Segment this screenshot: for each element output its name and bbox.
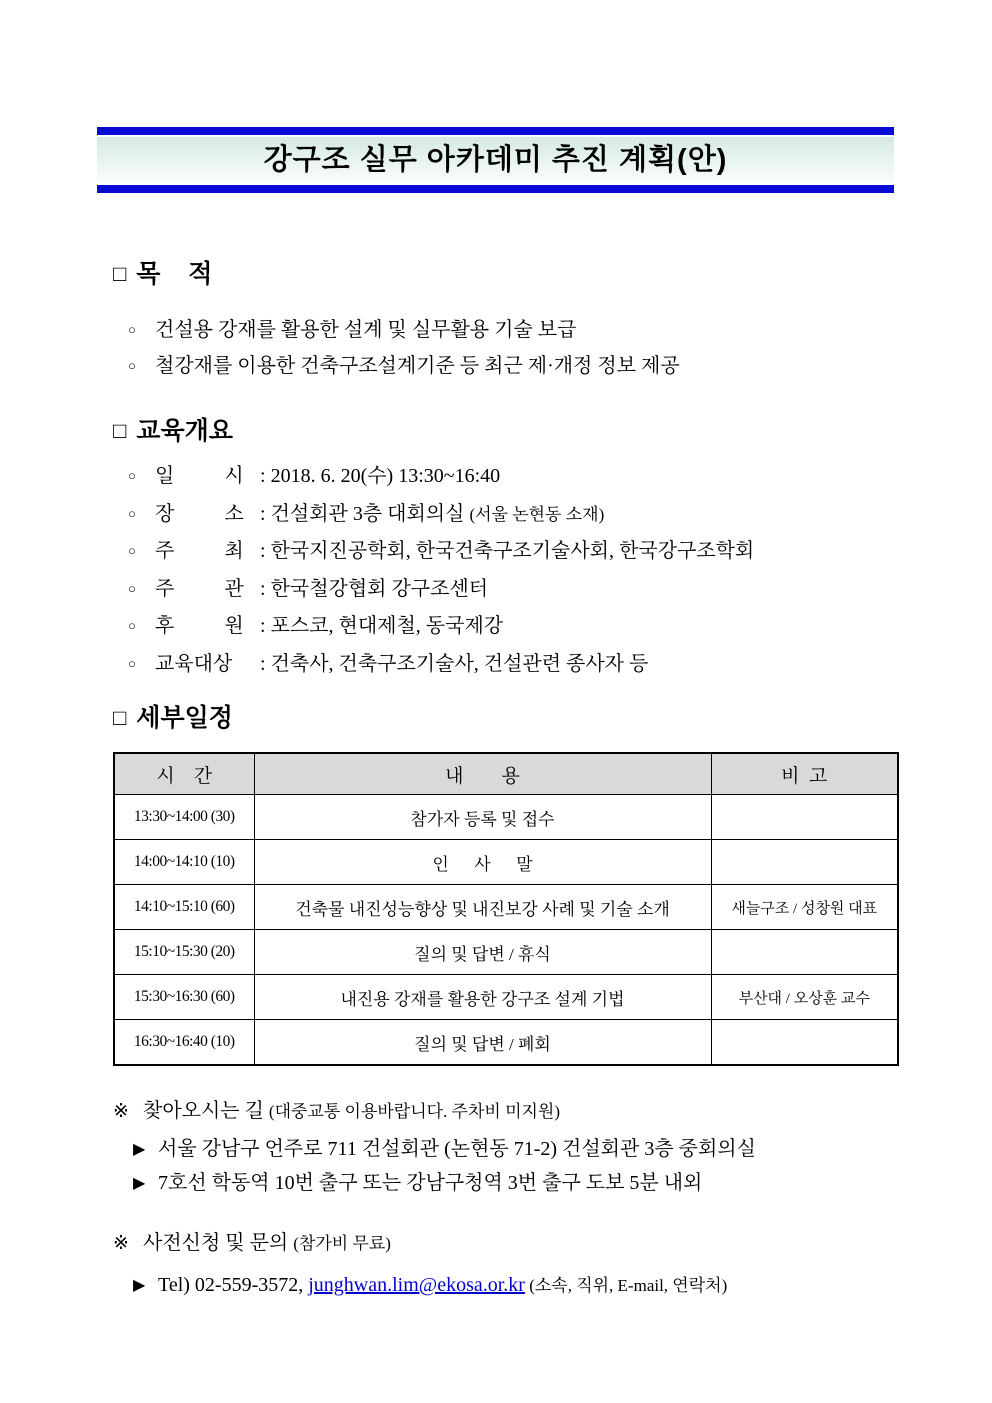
- directions-item-address: [133, 1132, 953, 1166]
- overview-item-value: 건축사, 건축구조기술사, 건설관련 종사자 등: [270, 652, 649, 675]
- schedule-time: 15:30~16:30 (60): [114, 975, 254, 1020]
- section-heading-overview: [113, 413, 233, 449]
- schedule-content: 건축물 내진성능향상 및 내진보강 사례 및 기술 소개: [254, 885, 711, 930]
- overview-item-label: 주 관: [155, 577, 244, 600]
- contact-tail-note: (소속, 직위, E-mail, 연락처): [524, 1276, 728, 1295]
- overview-item-label: 장 소: [155, 502, 244, 525]
- registration-heading-note: (참가비 무료): [293, 1234, 391, 1253]
- section-heading-purpose: [113, 256, 212, 292]
- purpose-item: [128, 312, 918, 348]
- circle-bullet-icon: ○: [128, 618, 136, 633]
- section-heading-overview-label: 교육개요: [136, 417, 233, 445]
- purpose-item: [128, 348, 918, 384]
- reference-mark-icon: ※: [113, 1233, 129, 1254]
- schedule-note: [711, 795, 898, 840]
- overview-item-label: 후 원: [155, 615, 244, 637]
- schedule-content: 내진용 강재를 활용한 강구조 설계 기법: [254, 975, 711, 1020]
- schedule-time: 13:30~14:00 (30): [114, 795, 254, 840]
- schedule-table: [113, 752, 899, 1066]
- colon-separator: :: [260, 540, 271, 562]
- directions-heading-label: 찾아오시는 길: [143, 1100, 269, 1122]
- directions-heading: [113, 1094, 933, 1128]
- section-heading-schedule-label: 세부일정: [136, 704, 233, 732]
- purpose-item-text: 철강재를 이용한 건축구조설계기준 등 최근 제·개정 정보 제공: [155, 355, 680, 377]
- schedule-note: [711, 840, 898, 885]
- overview-item-note: (서울 논현동 소재): [469, 504, 605, 524]
- schedule-note: [711, 1020, 898, 1066]
- title-banner: [97, 127, 894, 193]
- registration-heading-label: 사전신청 및 문의: [143, 1232, 294, 1254]
- circle-bullet-icon: ○: [128, 580, 136, 596]
- schedule-note: 부산대 / 오상훈 교수: [711, 975, 898, 1020]
- overview-item-value: 한국지진공학회, 한국건축구조기술사회, 한국강구조학회: [270, 540, 755, 562]
- table-row: [114, 930, 898, 975]
- contact-line: [133, 1268, 953, 1302]
- circle-bullet-icon: ○: [128, 655, 136, 671]
- schedule-content: 인 사 말: [254, 840, 711, 885]
- table-row: [114, 975, 898, 1020]
- square-bullet-icon: □: [113, 261, 127, 286]
- colon-separator: :: [260, 465, 271, 487]
- overview-item-organizer: [128, 570, 918, 608]
- table-header-row: [114, 753, 898, 795]
- column-header-content: 내 용: [254, 753, 711, 795]
- table-row: [114, 795, 898, 840]
- circle-bullet-icon: ○: [128, 543, 136, 558]
- overview-item-sponsor: [128, 607, 918, 645]
- overview-item-value: 건설회관 3층 대회의실: [270, 502, 465, 525]
- overview-item-label: 주 최: [155, 540, 244, 562]
- table-row: [114, 885, 898, 930]
- purpose-list: [128, 312, 918, 384]
- colon-separator: :: [260, 652, 271, 675]
- overview-item-value: 2018. 6. 20(수) 13:30~16:40: [270, 465, 501, 487]
- table-row: [114, 840, 898, 885]
- overview-item-datetime: [128, 457, 918, 495]
- triangle-bullet-icon: ▶: [133, 1175, 146, 1192]
- purpose-item-text: 건설용 강재를 활용한 설계 및 실무활용 기술 보급: [155, 319, 577, 341]
- section-heading-schedule: [113, 700, 233, 736]
- overview-list: [128, 457, 918, 682]
- circle-bullet-icon: ○: [128, 322, 136, 337]
- schedule-note: 새늘구조 / 성창원 대표: [711, 885, 898, 930]
- section-heading-purpose-label: 목 적: [136, 260, 213, 288]
- table-row: [114, 1020, 898, 1066]
- directions-item-text: 7호선 학동역 10번 출구 또는 강남구청역 3번 출구 도보 5분 내외: [158, 1172, 703, 1194]
- colon-separator: :: [260, 577, 271, 600]
- directions-heading-note: (대중교통 이용바랍니다. 주차비 미지원): [268, 1102, 560, 1121]
- overview-item-label: 일 시: [155, 465, 244, 487]
- triangle-bullet-icon: ▶: [133, 1277, 146, 1294]
- registration-heading: [113, 1226, 933, 1260]
- reference-mark-icon: ※: [113, 1101, 129, 1122]
- overview-item-audience: [128, 645, 918, 683]
- overview-item-venue: [128, 495, 918, 533]
- overview-item-host: [128, 532, 918, 570]
- column-header-time: 시 간: [114, 753, 254, 795]
- square-bullet-icon: □: [113, 418, 127, 443]
- schedule-time: 16:30~16:40 (10): [114, 1020, 254, 1066]
- schedule-time: 15:10~15:30 (20): [114, 930, 254, 975]
- square-bullet-icon: □: [113, 705, 127, 730]
- schedule-time: 14:10~15:10 (60): [114, 885, 254, 930]
- schedule-content: 질의 및 답변 / 휴식: [254, 930, 711, 975]
- overview-item-value: 포스코, 현대제철, 동국제강: [270, 615, 504, 637]
- colon-separator: :: [260, 502, 271, 525]
- contact-tel: Tel) 02-559-3572,: [158, 1274, 309, 1296]
- circle-bullet-icon: ○: [128, 468, 136, 483]
- schedule-content: 질의 및 답변 / 폐회: [254, 1020, 711, 1066]
- column-header-note: 비 고: [711, 753, 898, 795]
- triangle-bullet-icon: ▶: [133, 1141, 146, 1158]
- directions-item-subway: [133, 1166, 953, 1200]
- directions-item-text: 서울 강남구 언주로 711 건설회관 (논현동 71-2) 건설회관 3층 중회의실: [158, 1138, 756, 1160]
- email-link[interactable]: junghwan.lim@ekosa.or.kr: [308, 1274, 525, 1296]
- schedule-time: 14:00~14:10 (10): [114, 840, 254, 885]
- colon-separator: :: [260, 615, 271, 637]
- overview-item-label: 교육대상: [155, 652, 233, 675]
- schedule-note: [711, 930, 898, 975]
- page-title: 강구조 실무 아카데미 추진 계획(안): [97, 137, 894, 183]
- schedule-content: 참가자 등록 및 접수: [254, 795, 711, 840]
- overview-item-value: 한국철강협회 강구조센터: [270, 577, 489, 600]
- circle-bullet-icon: ○: [128, 358, 136, 373]
- circle-bullet-icon: ○: [128, 505, 136, 521]
